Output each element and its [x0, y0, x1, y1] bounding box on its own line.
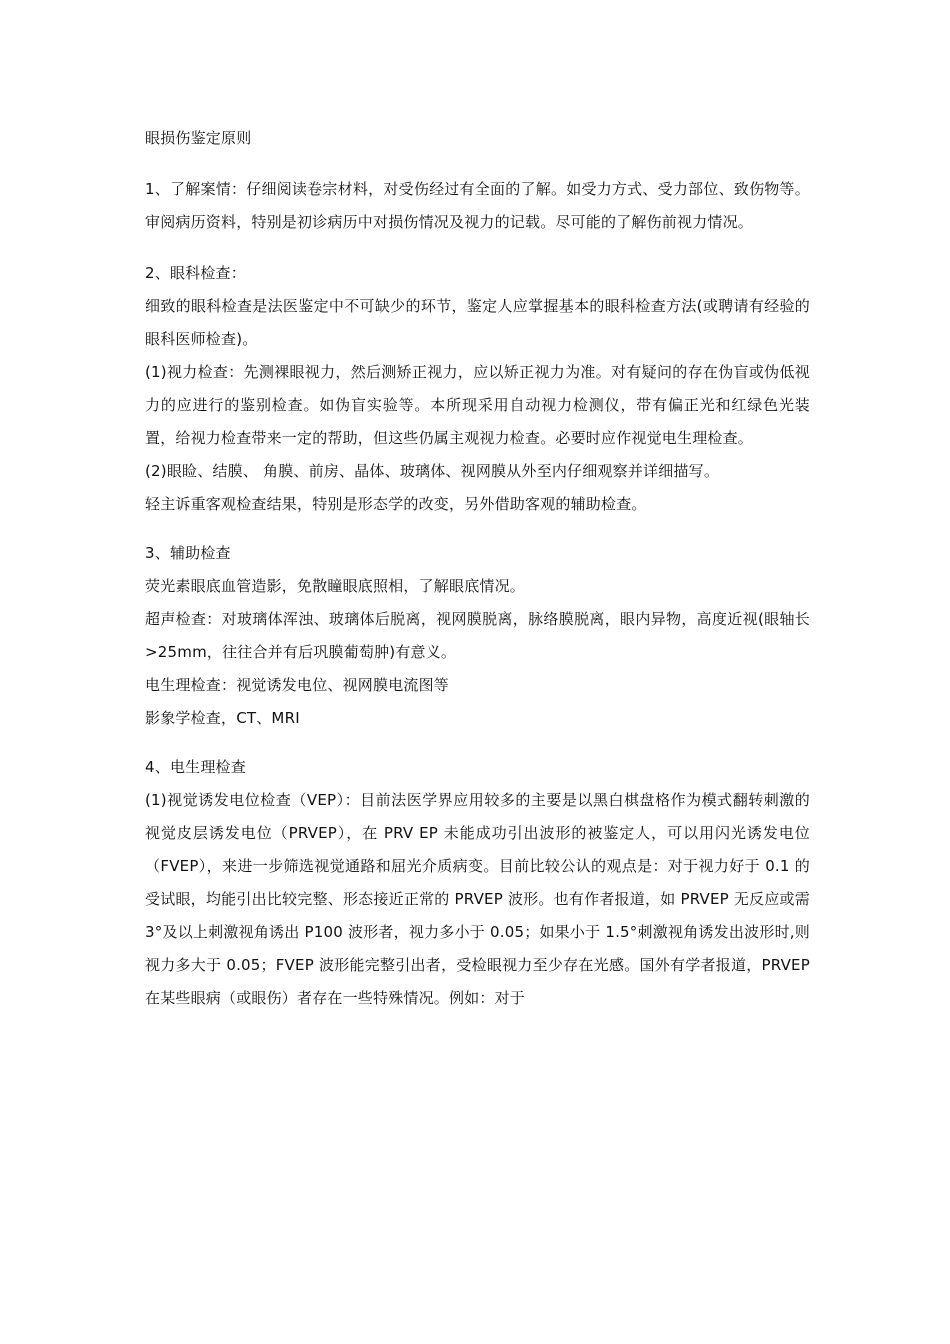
section-2-paragraph-4: 轻主诉重客观检查结果，特别是形态学的改变，另外借助客观的辅助检查。	[145, 495, 647, 513]
section-3-heading: 3、辅助检查	[145, 544, 231, 562]
section-3-paragraph-4: 影象学检查，CT、MRI	[145, 709, 300, 727]
section-3-paragraph-3: 电生理检查：视觉诱发电位、视网膜电流图等	[145, 676, 450, 694]
spacer	[145, 155, 810, 173]
section-3-paragraph-1: 荧光素眼底血管造影，免散瞳眼底照相，了解眼底情况。	[145, 577, 526, 595]
section-4-paragraph-1: (1)视觉诱发电位检查（VEP）：目前法医学界应用较多的主要是以黑白棋盘格作为模式翻转刺激的视觉皮层诱发电位（PRVEP），在 PRV EP 未能成功引出波形的被鉴定人，可以用闪光诱发电位（FVEP），来进一步筛选视觉通路和屈光介质病变。目前比较公认的观点是：对于视力好于 0.1 的受试眼，均能引出比较完整、形态接近正常的 PRVEP 波形。也有作者报道，如 PRVEP 无反应或需 3°及以上刺激视角诱出 P100 波形者，视力多小于 0.05；如果小于 1.5°刺激视角诱发出波形时,则视力多大于 0.05；FVEP 波形能完整引出者，受检眼视力至少存在光感。国外有学者报道，PRVEP 在某些眼病（或眼伤）者存在一些特殊情况。例如：对于	[145, 791, 810, 1007]
spacer	[145, 521, 810, 537]
document-title: 眼损伤鉴定原则	[145, 129, 252, 147]
section-3-paragraph-2: 超声检查：对玻璃体浑浊、玻璃体后脱离，视网膜脱离，脉络膜脱离，眼内异物，高度近视(眼轴长>25mm，往往合并有后巩膜葡萄肿)有意义。	[145, 610, 810, 661]
section-4-heading: 4、电生理检查	[145, 758, 246, 776]
spacer	[145, 735, 810, 751]
section-2-paragraph-2: (1)视力检查：先测裸眼视力，然后测矫正视力，应以矫正视力为准。对有疑问的存在伪盲或伪低视力的应进行的鉴别检查。如伪盲实验等。本所现采用自动视力检测仪，带有偏正光和红绿色光装置，给视力检查带来一定的帮助，但这些仍属主观视力检查。必要时应作视觉电生理检查。	[145, 363, 810, 447]
section-1-paragraph: 1、了解案情：仔细阅读卷宗材料，对受伤经过有全面的了解。如受力方式、受力部位、致伤物等。审阅病历资料，特别是初诊病历中对损伤情况及视力的记载。尽可能的了解伤前视力情况。	[145, 180, 810, 231]
document-body	[145, 122, 810, 1015]
section-2-paragraph-1: 细致的眼科检查是法医鉴定中不可缺少的环节，鉴定人应掌握基本的眼科检查方法(或聘请有经验的眼科医师检查)。	[145, 297, 810, 348]
section-2-paragraph-3: (2)眼睑、结膜、 角膜、前房、晶体、玻璃体、视网膜从外至内仔细观察并详细描写。	[145, 462, 720, 480]
spacer	[145, 239, 810, 257]
section-2-heading: 2、眼科检查：	[145, 264, 246, 282]
